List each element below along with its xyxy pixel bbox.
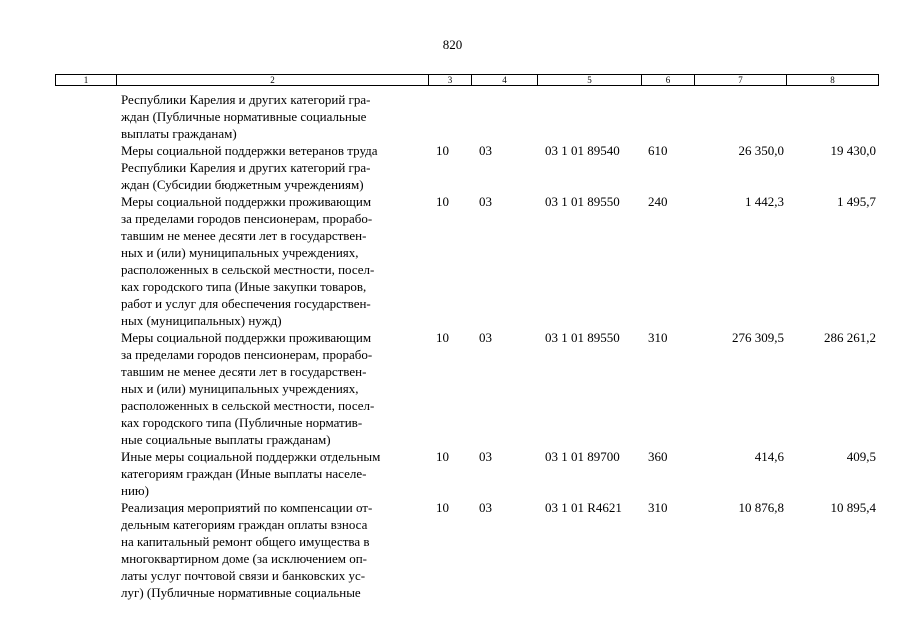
amount-year-2: 19 430,0 [830, 143, 876, 158]
row-description-line: Меры социальной поддержки проживающим [121, 194, 372, 209]
table-row [0, 499, 876, 601]
row-description [121, 142, 421, 193]
row-description-line: многоквартирном доме (за исключением оп- [121, 551, 367, 566]
amount-year-1: 1 442,3 [745, 194, 784, 209]
row-description-line: луг) (Публичные нормативные социальные [121, 585, 361, 600]
subsection-code: 03 [479, 194, 492, 209]
row-description-line: ждан (Субсидии бюджетным учреждениям) [121, 177, 364, 192]
row-description-line: ных и (или) муниципальных учреждениях, [121, 245, 359, 260]
amount-year-2: 409,5 [846, 449, 876, 464]
row-description-line: латы услуг почтовой связи и банковских ус- [121, 568, 366, 583]
column-number-3: 3 [429, 75, 472, 86]
row-description-line: ных (муниципальных) нужд) [121, 313, 282, 328]
row-description-line: тавшим не менее десяти лет в государствен- [121, 228, 367, 243]
amount-year-1: 26 350,0 [738, 143, 784, 158]
table-row [0, 329, 876, 448]
column-number-2: 2 [117, 75, 429, 86]
row-description-line: выплаты гражданам) [121, 126, 237, 141]
row-description [121, 91, 421, 142]
target-article-code: 03 1 01 89700 [545, 449, 620, 464]
row-description-line: Иные меры социальной поддержки отдельным [121, 449, 381, 464]
row-description [121, 193, 421, 329]
column-number-5: 5 [538, 75, 642, 86]
column-number-6: 6 [642, 75, 695, 86]
section-code: 10 [436, 500, 449, 515]
target-article-code: 03 1 01 89540 [545, 143, 620, 158]
column-number-4: 4 [472, 75, 538, 86]
row-description-line: Реализация мероприятий по компенсации от- [121, 500, 373, 515]
amount-year-2: 1 495,7 [837, 194, 876, 209]
expense-type-code: 240 [648, 194, 668, 209]
budget-table-body [0, 91, 876, 601]
amount-year-1: 276 309,5 [732, 330, 784, 345]
row-description-line: за пределами городов пенсионерам, прорабо- [121, 347, 373, 362]
row-description-line: ках городского типа (Иные закупки товаров, [121, 279, 367, 294]
row-description-line: ждан (Публичные нормативные социальные [121, 109, 367, 124]
table-row [0, 142, 876, 193]
subsection-code: 03 [479, 143, 492, 158]
column-number-8: 8 [787, 75, 879, 86]
subsection-code: 03 [479, 500, 492, 515]
target-article-code: 03 1 01 R4621 [545, 500, 622, 515]
section-code: 10 [436, 449, 449, 464]
row-description-line: Республики Карелия и других категорий гра- [121, 92, 371, 107]
subsection-code: 03 [479, 330, 492, 345]
row-description-line: Меры социальной поддержки проживающим [121, 330, 372, 345]
amount-year-1: 10 876,8 [738, 500, 784, 515]
row-description [121, 499, 421, 601]
expense-type-code: 310 [648, 330, 668, 345]
section-code: 10 [436, 143, 449, 158]
page-number: 820 [442, 37, 463, 52]
amount-year-1: 414,6 [754, 449, 784, 464]
table-row [0, 193, 876, 329]
row-description-line: дельным категориям граждан оплаты взноса [121, 517, 368, 532]
amount-year-2: 10 895,4 [830, 500, 876, 515]
expense-type-code: 310 [648, 500, 668, 515]
column-number-1: 1 [56, 75, 117, 86]
row-description-line: расположенных в сельской местности, посел- [121, 262, 375, 277]
row-description-line: Меры социальной поддержки ветеранов труда [121, 143, 378, 158]
column-number-7: 7 [695, 75, 787, 86]
table-row [0, 448, 876, 499]
row-description-line: Республики Карелия и других категорий гра- [121, 160, 371, 175]
subsection-code: 03 [479, 449, 492, 464]
row-description-line: категориям граждан (Иные выплаты населе- [121, 466, 367, 481]
row-description-line: работ и услуг для обеспечения государствен- [121, 296, 371, 311]
section-code: 10 [436, 330, 449, 345]
row-description [121, 448, 421, 499]
row-description-line: нию) [121, 483, 149, 498]
row-description-line: ных и (или) муниципальных учреждениях, [121, 381, 359, 396]
table-row [0, 91, 371, 142]
row-description-line: ках городского типа (Публичные норматив- [121, 415, 363, 430]
row-description-line: тавшим не менее десяти лет в государствен- [121, 364, 367, 379]
target-article-code: 03 1 01 89550 [545, 194, 620, 209]
row-description-line: расположенных в сельской местности, посел- [121, 398, 375, 413]
row-description [121, 329, 421, 448]
amount-year-2: 286 261,2 [824, 330, 876, 345]
expense-type-code: 610 [648, 143, 668, 158]
row-description-line: ные социальные выплаты гражданам) [121, 432, 331, 447]
row-description-line: на капитальный ремонт общего имущества в [121, 534, 370, 549]
expense-type-code: 360 [648, 449, 668, 464]
row-description-line: за пределами городов пенсионерам, прорабо- [121, 211, 373, 226]
column-number-header [55, 74, 879, 86]
section-code: 10 [436, 194, 449, 209]
target-article-code: 03 1 01 89550 [545, 330, 620, 345]
